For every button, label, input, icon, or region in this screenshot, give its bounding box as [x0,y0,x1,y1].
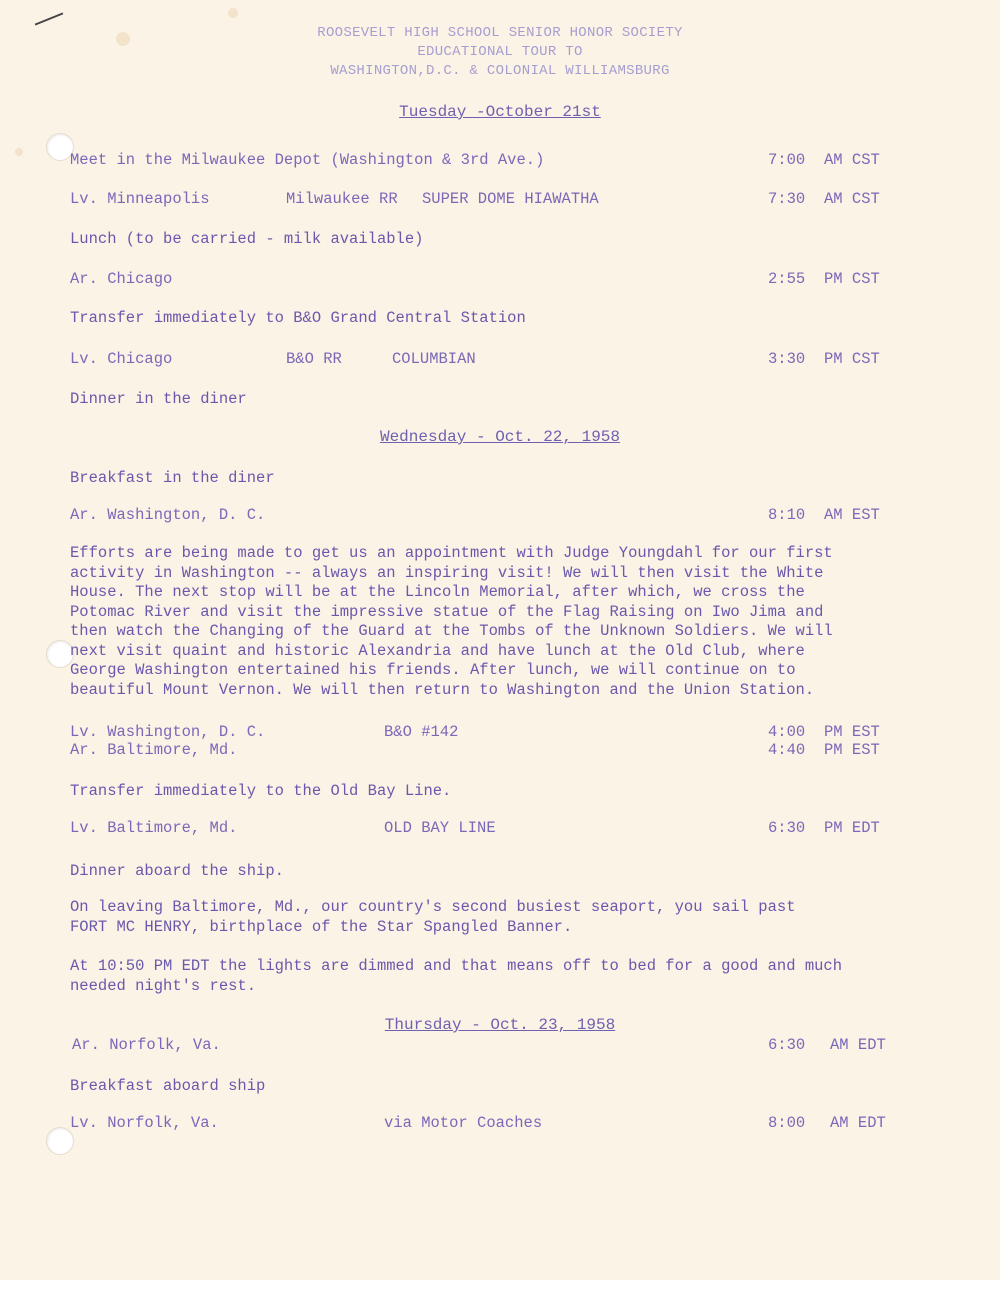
lunch-note: Lunch (to be carried - milk available) [70,230,424,248]
row-place: Ar. Baltimore, Md. [70,741,238,759]
row-zone: PM EDT [824,819,880,837]
dinner-note: Dinner aboard the ship. [70,862,284,880]
schedule-row-meet [70,151,900,171]
row-text: Meet in the Milwaukee Depot (Washington & 3rd Ave.) [70,151,545,169]
schedule-row-ar-washington [70,506,900,526]
breakfast-note: Breakfast in the diner [70,469,275,487]
schedule-row-lv-norfolk [70,1114,900,1134]
row-carrier: Milwaukee RR [286,190,398,208]
row-time: 3:30 [768,350,806,368]
day-heading-wednesday: Wednesday - Oct. 22, 1958 [379,428,621,446]
row-zone: AM EDT [830,1114,886,1132]
header-line-2: EDUCATIONAL TOUR TO [417,44,583,60]
paragraph-line: activity in Washington -- always an inspiring visit! We will then visit the White [70,563,824,582]
row-zone: PM EST [824,741,880,759]
row-time: 7:00 [768,151,806,169]
row-time: 2:55 [768,270,806,288]
row-train: via Motor Coaches [384,1114,543,1132]
day-heading-thursday: Thursday - Oct. 23, 1958 [384,1016,616,1034]
transfer-note: Transfer immediately to B&O Grand Central Station [70,309,526,327]
schedule-row-lv-chicago [70,350,900,370]
breakfast-note: Breakfast aboard ship [70,1077,266,1095]
schedule-row-lv-washington [70,723,900,743]
row-train: OLD BAY LINE [384,819,496,837]
row-place: Ar. Chicago [70,270,173,288]
paragraph-line: On leaving Baltimore, Md., our country's second busiest seaport, you sail past [70,898,796,916]
schedule-row-ar-norfolk [70,1036,900,1056]
row-place: Lv. Chicago [70,350,173,368]
row-zone: PM CST [824,350,880,368]
day-heading-tuesday: Tuesday -October 21st [399,103,601,121]
row-time: 8:00 [768,1114,806,1132]
paper-stain [15,148,23,156]
paragraph-line: next visit quaint and historic Alexandria and have lunch at the Old Club, where [70,641,805,660]
row-zone: AM EST [824,506,880,524]
header-line-1: ROOSEVELT HIGH SCHOOL SENIOR HONOR SOCIETY [317,25,683,41]
dinner-note: Dinner in the diner [70,390,247,408]
row-zone: PM CST [824,270,880,288]
row-train: COLUMBIAN [392,350,476,368]
row-time: 4:40 [768,741,806,759]
schedule-row-ar-baltimore [70,741,900,761]
paragraph-line: At 10:50 PM EDT the lights are dimmed and that means off to bed for a good and much [70,957,843,975]
seaport-paragraph [70,898,890,937]
paragraph-line: George Washington entertained his friends. After lunch, we will continue on to [70,661,796,679]
schedule-row-lv-minneapolis [70,190,900,210]
row-time: 8:10 [768,506,806,524]
row-zone: AM EDT [830,1036,886,1054]
row-place: Lv. Baltimore, Md. [70,819,238,837]
paragraph-line: House. The next stop will be at the Lincoln Memorial, after which, we cross the [70,583,805,601]
paragraph-line: needed night's rest. [70,976,257,995]
document-header [0,24,1000,81]
row-place: Lv. Washington, D. C. [70,723,266,741]
paragraph-line: FORT MC HENRY, birthplace of the Star Spangled Banner. [70,917,573,936]
paragraph-line: beautiful Mount Vernon. We will then return to Washington and the Union Station. [70,680,815,699]
row-zone: PM EST [824,723,880,741]
row-zone: AM CST [824,190,880,208]
washington-itinerary-paragraph [70,544,890,700]
schedule-row-ar-chicago [70,270,900,290]
paragraph-line: Potomac River and visit the impressive statue of the Flag Raising on Iwo Jima and [70,602,824,621]
row-place: Ar. Norfolk, Va. [72,1036,221,1054]
row-time: 6:30 [768,1036,806,1054]
row-place: Lv. Minneapolis [70,190,210,208]
row-carrier: B&O RR [286,350,342,368]
lights-paragraph [70,957,890,996]
row-train: SUPER DOME HIAWATHA [422,190,599,208]
header-line-3: WASHINGTON,D.C. & COLONIAL WILLIAMSBURG [330,63,670,79]
row-time: 6:30 [768,819,806,837]
row-place: Ar. Washington, D. C. [70,506,266,524]
row-time: 7:30 [768,190,806,208]
paragraph-line: then watch the Changing of the Guard at the Tombs of the Unknown Soldiers. We will [70,622,833,640]
row-time: 4:00 [768,723,806,741]
row-train: B&O #142 [384,723,459,741]
row-place: Lv. Norfolk, Va. [70,1114,219,1132]
schedule-row-lv-baltimore [70,819,900,839]
transfer-note: Transfer immediately to the Old Bay Line. [70,782,452,800]
row-zone: AM CST [824,151,880,169]
paper-stain [228,8,238,18]
paragraph-line: Efforts are being made to get us an appointment with Judge Youngdahl for our first [70,544,833,562]
